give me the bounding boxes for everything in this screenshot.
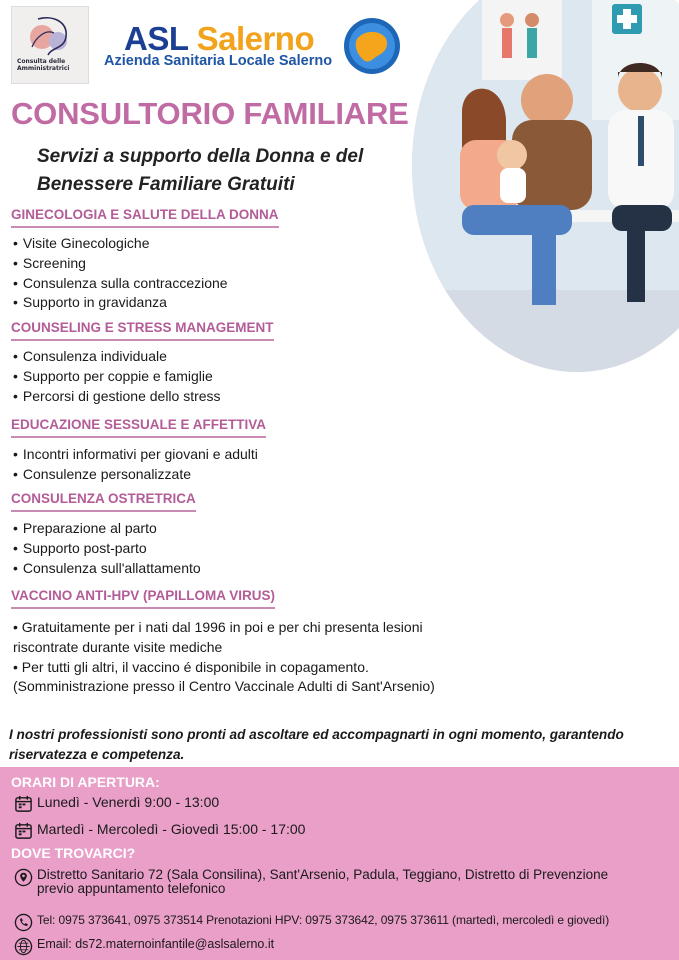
list-ostetrica xyxy=(13,519,201,578)
section-heading-educazione: EDUCAZIONE SESSUALE E AFFETTIVA xyxy=(11,417,266,438)
hours-row-1 xyxy=(14,794,219,813)
consulta-logo-mark xyxy=(12,7,90,85)
location-pin-icon xyxy=(14,868,33,887)
hpv-line-1: • Gratuitamente per i nati dal 1996 in poi e per chi presenta lesioni riscontrate durante visite mediche xyxy=(13,619,423,655)
list-item: • Supporto per coppie e famiglie xyxy=(13,367,221,387)
subtitle-line-1: Servizi a supporto della Donna e del xyxy=(37,146,364,167)
phone-row xyxy=(14,913,609,932)
asl-subtitle: Azienda Sanitaria Locale Salerno xyxy=(104,53,333,69)
asl-word: ASL xyxy=(124,20,188,57)
list-item: • Consulenze personalizzate xyxy=(13,465,258,485)
list-item: • Consulenza individuale xyxy=(13,347,221,367)
list-item: • Supporto in gravidanza xyxy=(13,293,228,313)
address-line-1: Distretto Sanitario 72 (Sala Consilina), Sant'Arsenio, Padula, Teggiano, Distretto di Prevenzione xyxy=(37,867,609,882)
list-item: • Visite Ginecologiche xyxy=(13,234,228,254)
section-heading-ginecologia: GINECOLOGIA E SALUTE DELLA DONNA xyxy=(11,207,279,228)
list-counseling xyxy=(13,347,221,406)
closing-statement: I nostri professionisti sono pronti ad ascoltare ed accompagnarti in ogni momento, garantendo riservatezza e competenza. xyxy=(9,727,624,762)
illustration-art xyxy=(412,0,679,372)
email-link[interactable]: Email: ds72.maternoinfantile@aslsalerno.it xyxy=(37,937,275,951)
address-line-2: previo appuntamento telefonico xyxy=(37,881,226,896)
phone-icon xyxy=(14,913,33,932)
section-heading-counseling: COUNSELING E STRESS MANAGEMENT xyxy=(11,320,274,341)
list-item: • Preparazione al parto xyxy=(13,519,201,539)
page-subtitle xyxy=(37,143,417,199)
list-educazione xyxy=(13,445,258,485)
calendar-icon xyxy=(14,821,33,840)
globe-icon xyxy=(14,937,33,956)
hours-row-2 xyxy=(14,821,305,840)
hpv-line-2: • Per tutti gli altri, il vaccino é disponibile in copagamento. xyxy=(13,658,369,675)
family-doctor-illustration xyxy=(412,0,679,372)
asl-emblem-icon xyxy=(343,17,401,75)
hours-line-1: Lunedì - Venerdì 9:00 - 13:00 xyxy=(37,794,220,810)
list-ginecologia xyxy=(13,234,228,313)
asl-salerno-title xyxy=(124,22,314,56)
hours-line-2: Martedì - Mercoledì - Giovedì 15:00 - 17:00 xyxy=(37,821,306,837)
phone-numbers[interactable]: Tel: 0975 373641, 0975 373514 Prenotazioni HPV: 0975 373642, 0975 373611 (martedì, mercoledì e giovedì) xyxy=(37,913,610,927)
hpv-description xyxy=(13,618,473,697)
where-heading: DOVE TROVARCI? xyxy=(11,845,136,861)
email-row xyxy=(14,937,274,956)
opening-hours-heading: ORARI DI APERTURA: xyxy=(11,774,160,790)
list-item: • Incontri informativi per giovani e adulti xyxy=(13,445,258,465)
list-item: • Consulenza sull'allattamento xyxy=(13,559,201,579)
list-item: • Supporto post-parto xyxy=(13,539,201,559)
address-row xyxy=(14,868,608,896)
consulta-logo-text: Consulta delle Amministratrici xyxy=(17,58,70,72)
consulta-logo xyxy=(11,6,89,84)
list-item: • Consulenza sulla contraccezione xyxy=(13,274,228,294)
subtitle-line-2: Benessere Familiare Gratuiti xyxy=(37,174,295,195)
calendar-icon xyxy=(14,794,33,813)
page-title: CONSULTORIO FAMILIARE xyxy=(11,96,409,131)
section-heading-ostetrica: CONSULENZA OSTRETRICA xyxy=(11,491,196,512)
footer-contact-panel xyxy=(0,767,679,960)
list-item: • Screening xyxy=(13,254,228,274)
hpv-line-3: (Somministrazione presso il Centro Vaccinale Adulti di Sant'Arsenio) xyxy=(13,678,435,695)
list-item: • Percorsi di gestione dello stress xyxy=(13,387,221,407)
section-heading-hpv: VACCINO ANTI-HPV (PAPILLOMA VIRUS) xyxy=(11,588,275,609)
salerno-word: Salerno xyxy=(196,20,315,57)
